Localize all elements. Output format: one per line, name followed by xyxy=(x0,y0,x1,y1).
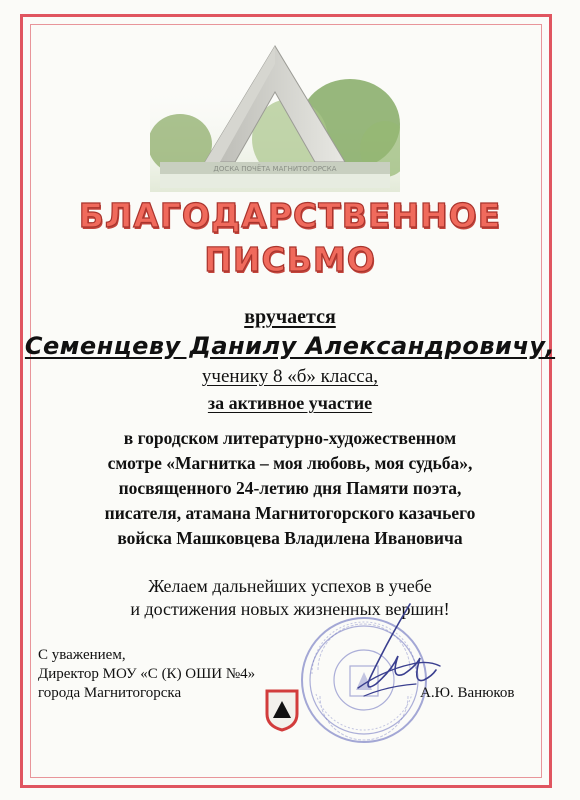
body-line: писателя, атамана Магнитогорского казачьего xyxy=(104,503,476,523)
wish-line: Желаем дальнейших успехов в учебе xyxy=(148,576,432,596)
awarded-label xyxy=(0,306,580,329)
handwritten-signature xyxy=(328,600,448,720)
recipient-class xyxy=(0,366,580,388)
recipient-class-text: ученику 8 «б» класса, xyxy=(201,366,379,387)
award-reason xyxy=(0,393,580,414)
document-title-line2: ПИСЬМО xyxy=(204,240,376,279)
coat-of-arms-icon xyxy=(264,688,300,732)
director-name: А.Ю. Ванюков xyxy=(420,685,515,701)
body-line: смотре «Магнитка – моя любовь, моя судьба», xyxy=(107,453,473,473)
body-line: посвященного 24-летию дня Памяти поэта, xyxy=(118,478,462,498)
recipient-name xyxy=(0,332,580,360)
document-title-line1: БЛАГОДАРСТВЕННОЕ xyxy=(78,196,502,235)
recipient-name-text: Семенцеву Данилу Александровичу, xyxy=(24,332,556,360)
award-reason-text: за активное участие xyxy=(207,393,373,413)
monument-illustration xyxy=(150,44,400,192)
signature-position: Директор МОУ «С (К) ОШИ №4» xyxy=(38,666,256,682)
awarded-text: вручается xyxy=(244,306,336,328)
wish-line: и достижения новых жизненных вершин! xyxy=(130,599,450,619)
signature-greeting: С уважением, xyxy=(38,647,126,663)
monument-caption: ДОСКА ПОЧЁТА МАГНИТОГОРСКА xyxy=(213,165,337,173)
body-line: войска Машковцева Владилена Ивановича xyxy=(117,528,463,548)
signature-city: города Магнитогорска xyxy=(38,685,182,701)
body-line: в городском литературно-художественном xyxy=(123,428,457,448)
